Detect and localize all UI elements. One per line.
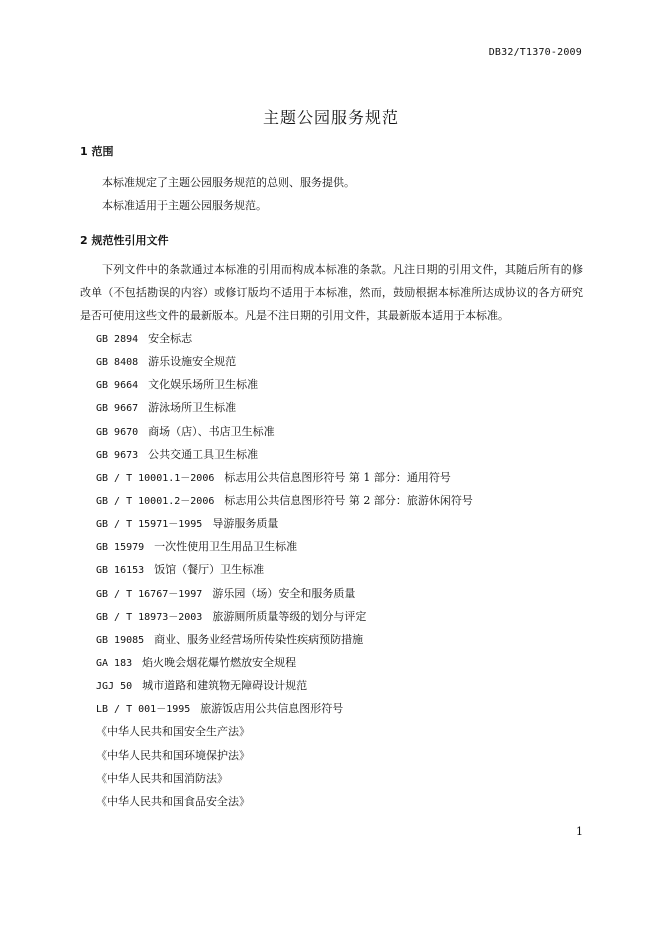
reference-name: 焰火晚会烟花爆竹燃放安全规程 [142,655,297,669]
reference-item [96,443,596,466]
reference-item [96,489,596,512]
scope-paragraph-2: 本标准适用于主题公园服务规范。 [102,199,267,212]
reference-item [96,420,596,443]
law-reference-item [96,744,596,767]
reference-code: GB 15979 [96,542,145,554]
reference-name: 商业、服务业经营场所传染性疾病预防措施 [154,632,364,646]
normative-references-intro: 下列文件中的条款通过本标准的引用而构成本标准的条款。凡注日期的引用文件，其随后所有的修改单（不包括勘误的内容）或修订版均不适用于本标准，然而，鼓励根据本标准所达成协议的各方研究是否可使用这些文件的最新版本。凡是不注日期的引用文件，其最新版本适用于本标准。 [80,263,583,322]
reference-name: 旅游饭店用公共信息图形符号 [200,702,344,716]
reference-code: GB / T 16767－1997 [96,588,203,600]
reference-name: 饭馆（餐厅）卫生标准 [154,563,265,577]
scope-paragraph-1: 本标准规定了主题公园服务规范的总则、服务提供。 [102,176,355,189]
reference-item [96,512,596,535]
reference-name: 安全标志 [148,332,193,345]
reference-item [96,373,596,396]
law-reference-item [96,767,596,790]
reference-name: 《中华人民共和国安全生产法》 [96,725,250,739]
reference-code: GB 2894 [96,334,139,345]
reference-code: GB / T 10001.1－2006 [96,472,215,484]
reference-code: LB / T 001－1995 [96,704,191,716]
reference-code: GB 9664 [96,380,139,392]
reference-code: GB 16153 [96,565,145,577]
reference-item [96,558,596,581]
reference-code: GB 9673 [96,449,139,461]
standard-code: DB32/T1370-2009 [488,47,582,58]
reference-name: 游乐园（场）安全和服务质量 [212,586,356,600]
reference-code: GB 9667 [96,403,139,415]
reference-code: GB 9670 [96,426,139,438]
reference-name: 游泳场所卫生标准 [148,401,237,415]
reference-name: 导游服务质量 [212,517,279,531]
reference-item [96,535,596,558]
reference-name: 标志用公共信息图形符号 第 2 部分：旅游休闲符号 [224,493,473,507]
reference-code: GA 183 [96,657,133,669]
reference-code: GB 19085 [96,634,145,646]
page-number: 1 [576,825,583,838]
reference-name: 旅游厕所质量等级的划分与评定 [212,609,367,623]
reference-item [96,628,596,651]
reference-name: 标志用公共信息图形符号 第 1 部分：通用符号 [224,470,451,484]
reference-name: 商场（店）、书店卫生标准 [148,424,275,438]
reference-item [96,327,596,350]
reference-item [96,350,596,373]
reference-name: 一次性使用卫生用品卫生标准 [154,540,298,554]
reference-name: 游乐设施安全规范 [148,355,237,369]
reference-item [96,651,596,674]
reference-code: GB 8408 [96,357,139,369]
reference-name: 《中华人民共和国食品安全法》 [96,794,250,808]
reference-item [96,697,596,720]
reference-code: GB / T 18973－2003 [96,611,203,623]
reference-code: GB / T 10001.2－2006 [96,495,215,507]
reference-item [96,396,596,419]
section-heading-scope: 1 范围 [80,145,114,158]
section-heading-normative-references: 2 规范性引用文件 [80,234,169,247]
law-reference-item [96,790,596,813]
reference-code: GB / T 15971－1995 [96,519,203,531]
reference-item [96,582,596,605]
reference-item [96,466,596,489]
reference-list [96,327,596,813]
law-reference-item [96,720,596,743]
reference-name: 公共交通工具卫生标准 [148,447,259,461]
reference-item [96,674,596,697]
reference-name: 《中华人民共和国消防法》 [96,771,228,785]
reference-item [96,605,596,628]
document-title: 主题公园服务规范 [262,108,399,127]
reference-name: 城市道路和建筑物无障碍设计规范 [142,679,308,693]
reference-name: 文化娱乐场所卫生标准 [148,378,259,392]
reference-code: JGJ 50 [96,681,133,693]
reference-name: 《中华人民共和国环境保护法》 [96,748,250,762]
